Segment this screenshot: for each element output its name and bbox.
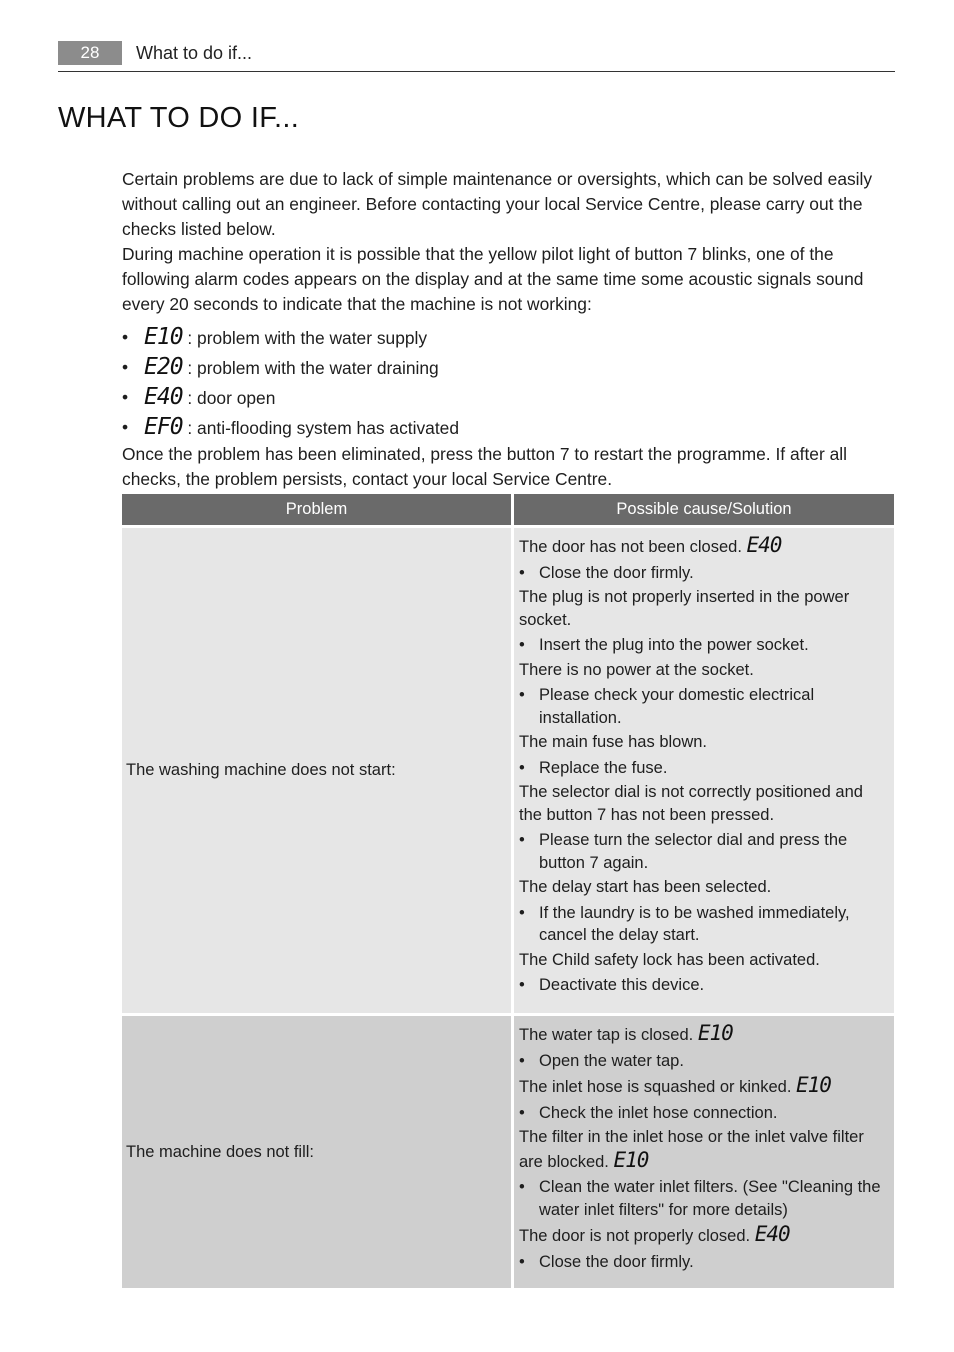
solution-item: [519, 1251, 888, 1274]
cause-text: The selector dial is not correctly positioned and the button 7 has not been pressed.: [519, 783, 863, 824]
solution-item: [519, 757, 888, 780]
section-title: What to do if...: [136, 43, 253, 63]
solution-item: [519, 684, 888, 729]
solution-label: Close the door firmly.: [539, 1252, 694, 1271]
alarm-code: E10: [796, 1073, 831, 1097]
solution-label: Check the inlet hose connection.: [539, 1103, 778, 1122]
bullet: •: [519, 636, 525, 654]
solution-label: Please check your domestic electrical installation.: [539, 686, 815, 727]
alarm-text: : door open: [187, 388, 276, 408]
solution-label: Clean the water inlet filters. (See "Cleaning the water inlet filters" for more details): [539, 1178, 881, 1219]
alarm-item: [122, 352, 894, 382]
solution-item: [519, 902, 888, 947]
cause-text: The Child safety lock has been activated.: [519, 950, 820, 969]
solution-label: Insert the plug into the power socket.: [539, 636, 809, 654]
solution-item: [519, 829, 888, 874]
cause-text: [519, 1223, 888, 1248]
problem-cell: The machine does not fill:: [122, 1013, 514, 1288]
solution-label: Deactivate this device.: [539, 976, 705, 994]
problem-cell: The washing machine does not start:: [122, 525, 514, 1013]
page-title: WHAT TO DO IF...: [58, 102, 300, 134]
bullet: •: [519, 1178, 525, 1196]
solution-item: [519, 1176, 888, 1221]
troubleshooting-table: [122, 494, 894, 1288]
alarm-code-list: [122, 322, 894, 442]
table-header-row: [122, 494, 894, 525]
column-header-solution: Possible cause/Solution: [514, 494, 894, 525]
intro-paragraph-3: Once the problem has been eliminated, press the button 7 to restart the programme. If after all checks, the problem persists, contact your local Service Centre.: [122, 444, 847, 489]
cause-text: There is no power at the socket.: [519, 660, 754, 679]
alarm-code: E10: [613, 1147, 649, 1172]
alarm-code: E20: [144, 354, 183, 380]
cause-label: The inlet hose is squashed or kinked.: [519, 1078, 792, 1096]
bullet: •: [519, 831, 525, 849]
solution-item: [519, 974, 888, 997]
bullet: •: [519, 563, 525, 582]
alarm-code: E10: [697, 1021, 733, 1045]
intro-paragraph-2: During machine operation it is possible that the yellow pilot light of button 7 blinks, one of the following alarm codes appears on the display and at the same time some acoustic signals sound every 20 seconds to indicate that the machine is not working:: [122, 244, 864, 314]
cause-label: The water tap is closed.: [519, 1026, 694, 1044]
alarm-text: : anti-flooding system has activated: [187, 418, 460, 438]
bullet: •: [122, 327, 129, 347]
alarm-text: : problem with the water draining: [187, 358, 439, 378]
cause-text: The main fuse has blown.: [519, 733, 708, 751]
bullet: •: [122, 417, 129, 437]
solution-label: Please turn the selector dial and press the button 7 again.: [539, 831, 848, 872]
intro-paragraph-1: Certain problems are due to lack of simple maintenance or oversights, which can be solved easily without calling out an engineer. Before contacting your local Service Centre, please carry out the checks listed below.: [122, 169, 873, 239]
table-row: [122, 525, 894, 1013]
table-row: [122, 1013, 894, 1288]
bullet: •: [519, 976, 525, 994]
bullet: •: [519, 1252, 525, 1271]
cause-text: The plug is not properly inserted in the power socket.: [519, 588, 850, 629]
solution-cell: [514, 1013, 894, 1288]
bullet: •: [122, 387, 129, 407]
solution-cell: [514, 525, 894, 1013]
alarm-code: EF0: [144, 414, 183, 440]
bullet: •: [519, 1051, 525, 1070]
solution-label: If the laundry is to be washed immediately, cancel the delay start.: [539, 903, 850, 944]
bullet: •: [519, 758, 525, 777]
alarm-code: E40: [746, 533, 782, 557]
cause-text: [519, 1022, 888, 1047]
cause-label: The door has not been closed.: [519, 538, 742, 556]
solution-item: [519, 1102, 888, 1125]
solution-item: [519, 562, 888, 585]
solution-item: [519, 634, 888, 657]
intro-text: [122, 167, 894, 492]
cause-text: The delay start has been selected.: [519, 878, 772, 896]
bullet: •: [122, 357, 129, 377]
solution-label: Close the door firmly.: [539, 563, 694, 582]
alarm-code: E40: [754, 1222, 790, 1246]
alarm-item: [122, 412, 894, 442]
page-number: 28: [58, 41, 122, 65]
alarm-item: [122, 322, 894, 352]
bullet: •: [519, 686, 525, 704]
alarm-code: E40: [144, 384, 183, 410]
cause-text: [519, 1126, 888, 1173]
alarm-item: [122, 382, 894, 412]
solution-label: Replace the fuse.: [539, 758, 668, 777]
alarm-code: E10: [144, 324, 183, 350]
cause-label: The door is not properly closed.: [519, 1227, 751, 1245]
page-header: [58, 40, 895, 72]
cause-text: [519, 1074, 888, 1099]
solution-label: Open the water tap.: [539, 1051, 684, 1070]
bullet: •: [519, 903, 525, 922]
column-header-problem: Problem: [122, 494, 514, 525]
cause-text: [519, 534, 888, 559]
cause-label: The filter in the inlet hose or the inlet valve filter are blocked.: [519, 1128, 864, 1171]
alarm-text: : problem with the water supply: [187, 328, 428, 348]
solution-item: [519, 1050, 888, 1073]
bullet: •: [519, 1103, 525, 1122]
